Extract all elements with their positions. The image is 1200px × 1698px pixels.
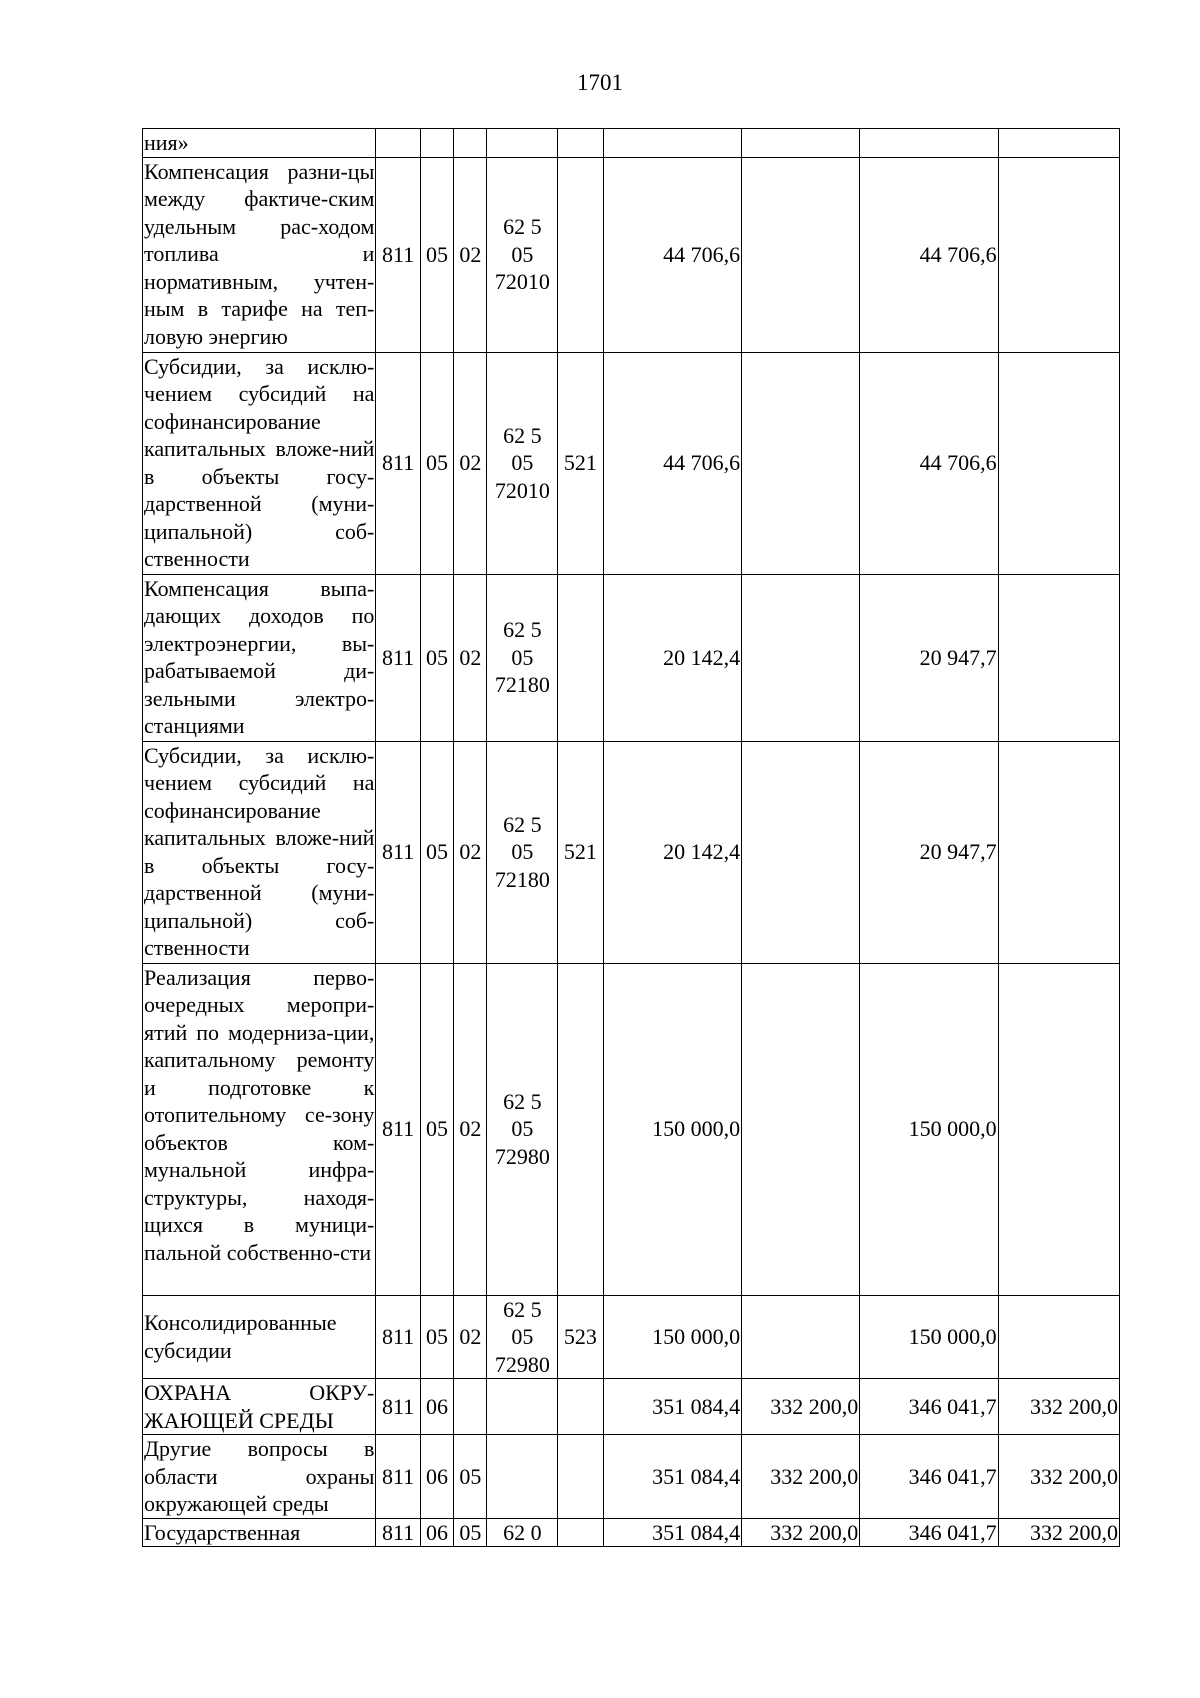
amount-cell-3 [860, 129, 998, 158]
amount-cell-3: 44 706,6 [860, 157, 998, 352]
table-row [143, 741, 1120, 963]
csr-code-cell [487, 741, 558, 963]
amount-cell-2 [742, 157, 860, 352]
csr-code-part: 72980 [494, 1351, 550, 1377]
csr-code-part: 05 [511, 1116, 534, 1142]
csr-code-cell [487, 129, 558, 158]
rz-code-cell: 06 [420, 1518, 453, 1547]
table-row [143, 1435, 1120, 1519]
pr-code-cell: 02 [454, 352, 487, 574]
table-row [143, 963, 1120, 1295]
row-name-cell: ОХРАНА ОКРУ-ЖАЮЩЕЙ СРЕДЫ [144, 1380, 375, 1433]
pr-code-cell: 02 [454, 1295, 487, 1379]
rz-code-cell: 06 [420, 1435, 453, 1519]
amount-cell-3: 20 947,7 [860, 574, 998, 741]
amount-cell-4 [998, 963, 1119, 1295]
csr-code-part: 05 [511, 241, 534, 267]
amount-cell-4 [998, 157, 1119, 352]
csr-code-part: 05 [511, 644, 534, 670]
gr-code-cell: 811 [376, 352, 420, 574]
gr-code-cell: 811 [376, 741, 420, 963]
row-name-cell: Консолидированные субсидии [143, 1295, 376, 1379]
rz-code-cell: 05 [420, 574, 453, 741]
csr-code-cell [487, 574, 558, 741]
amount-cell-3: 346 041,7 [860, 1379, 998, 1435]
row-name-cell: Компенсация выпа-дающих доходов по электроэнергии, вы-рабатываемой ди-зельными электро-станциями [143, 574, 376, 741]
amount-cell-3: 20 947,7 [860, 741, 998, 963]
amount-cell-1: 351 084,4 [603, 1518, 741, 1547]
row-name-cell: ния» [143, 129, 376, 158]
rz-code-cell: 05 [420, 1295, 453, 1379]
csr-code-part: 72180 [494, 672, 550, 698]
amount-cell-4: 332 200,0 [998, 1435, 1119, 1519]
vr-code-cell [558, 1379, 603, 1435]
amount-cell-2: 332 200,0 [742, 1435, 860, 1519]
amount-cell-2: 332 200,0 [742, 1518, 860, 1547]
table-row [143, 129, 1120, 158]
amount-cell-1 [603, 129, 741, 158]
row-name-cell: Субсидии, за исклю-чением субсидий на софинансирование капитальных вложе-ний в объекты госу-дарственной (муни-ципальной) соб-ственности [143, 352, 376, 574]
amount-cell-4 [998, 1295, 1119, 1379]
vr-code-cell: 521 [558, 352, 603, 574]
pr-code-cell [454, 129, 487, 158]
table-row [143, 1379, 1120, 1435]
gr-code-cell: 811 [376, 1518, 420, 1547]
csr-code-part: 62 5 [503, 1296, 542, 1322]
amount-cell-2 [742, 963, 860, 1295]
rz-code-cell: 05 [420, 741, 453, 963]
gr-code-cell [376, 129, 420, 158]
csr-code-cell [487, 157, 558, 352]
vr-code-cell [558, 157, 603, 352]
table-body [143, 129, 1120, 1547]
csr-code-part: 72180 [494, 866, 550, 892]
pr-code-cell [454, 1379, 487, 1435]
csr-code-cell [487, 1435, 558, 1519]
csr-code-part: 05 [511, 450, 534, 476]
csr-code-part: 62 5 [503, 422, 542, 448]
amount-cell-2 [742, 741, 860, 963]
csr-code-cell [487, 352, 558, 574]
row-name-cell: Компенсация разни-цы между фактиче-ским удельным рас-ходом топлива и нормативным, учтен-ным в тарифе на теп-ловую энергию [143, 157, 376, 352]
table-row [143, 1518, 1120, 1547]
amount-cell-1: 44 706,6 [603, 352, 741, 574]
amount-cell-2 [742, 352, 860, 574]
rz-code-cell [420, 129, 453, 158]
amount-cell-1: 150 000,0 [603, 1295, 741, 1379]
amount-cell-4: 332 200,0 [998, 1518, 1119, 1547]
budget-table [142, 128, 1120, 1547]
amount-cell-1: 20 142,4 [603, 574, 741, 741]
csr-code-part: 62 5 [503, 811, 542, 837]
rz-code-cell: 05 [420, 963, 453, 1295]
pr-code-cell: 02 [454, 963, 487, 1295]
csr-code-part: 62 5 [503, 1088, 542, 1114]
csr-code-part: 62 0 [503, 1519, 542, 1545]
pr-code-cell: 02 [454, 574, 487, 741]
amount-cell-4 [998, 741, 1119, 963]
amount-cell-2 [742, 129, 860, 158]
csr-code-part: 05 [511, 839, 534, 865]
amount-cell-1: 351 084,4 [603, 1379, 741, 1435]
csr-code-part: 05 [511, 1324, 534, 1349]
amount-cell-3: 346 041,7 [860, 1518, 998, 1547]
amount-cell-4: 332 200,0 [998, 1379, 1119, 1435]
gr-code-cell: 811 [376, 574, 420, 741]
pr-code-cell: 02 [454, 741, 487, 963]
page-number: 1701 [577, 70, 623, 95]
amount-cell-3: 150 000,0 [860, 1295, 998, 1379]
vr-code-cell [558, 574, 603, 741]
amount-cell-1: 150 000,0 [603, 963, 741, 1295]
pr-code-cell: 02 [454, 157, 487, 352]
table-row [143, 157, 1120, 352]
gr-code-cell: 811 [376, 157, 420, 352]
rz-code-cell: 05 [420, 352, 453, 574]
gr-code-cell: 811 [376, 963, 420, 1295]
csr-code-cell [487, 1518, 558, 1547]
table-row [143, 352, 1120, 574]
amount-cell-2 [742, 574, 860, 741]
amount-cell-1: 20 142,4 [603, 741, 741, 963]
csr-code-part: 72010 [494, 477, 550, 503]
table-row [143, 1295, 1120, 1379]
amount-cell-2 [742, 1295, 860, 1379]
amount-cell-3: 346 041,7 [860, 1435, 998, 1519]
rz-code-cell: 06 [420, 1379, 453, 1435]
row-name-cell: Другие вопросы в области охраны окружающей среды [144, 1436, 375, 1516]
vr-code-cell [558, 129, 603, 158]
csr-code-part: 72980 [494, 1143, 550, 1169]
vr-code-cell [558, 1518, 603, 1547]
vr-code-cell [558, 1435, 603, 1519]
vr-code-cell [558, 963, 603, 1295]
amount-cell-3: 150 000,0 [860, 963, 998, 1295]
gr-code-cell: 811 [376, 1295, 420, 1379]
row-name-cell: Реализация перво-очередных меропри-ятий по модерниза-ции, капитальному ремонту и подготовке к отопительному се-зону объектов ком-мунальной инфра-структуры, находя-щихся в муници-пальной собственно-сти [143, 963, 376, 1295]
row-name-cell: Государственная [143, 1518, 376, 1547]
csr-code-part: 72010 [494, 269, 550, 295]
rz-code-cell: 05 [420, 157, 453, 352]
csr-code-part: 62 5 [503, 617, 542, 643]
amount-cell-4 [998, 129, 1119, 158]
amount-cell-3: 44 706,6 [860, 352, 998, 574]
csr-code-cell [487, 963, 558, 1295]
amount-cell-2: 332 200,0 [742, 1379, 860, 1435]
pr-code-cell: 05 [454, 1435, 487, 1519]
amount-cell-1: 44 706,6 [603, 157, 741, 352]
csr-code-cell [487, 1295, 558, 1379]
amount-cell-4 [998, 352, 1119, 574]
row-name-cell: Субсидии, за исклю-чением субсидий на софинансирование капитальных вложе-ний в объекты госу-дарственной (муни-ципальной) соб-ственности [143, 741, 376, 963]
amount-cell-1: 351 084,4 [603, 1435, 741, 1519]
pr-code-cell: 05 [454, 1518, 487, 1547]
gr-code-cell: 811 [376, 1435, 420, 1519]
amount-cell-4 [998, 574, 1119, 741]
table-row [143, 574, 1120, 741]
gr-code-cell: 811 [376, 1379, 420, 1435]
vr-code-cell: 523 [558, 1295, 603, 1379]
csr-code-cell [487, 1379, 558, 1435]
csr-code-part: 62 5 [503, 214, 542, 240]
vr-code-cell: 521 [558, 741, 603, 963]
